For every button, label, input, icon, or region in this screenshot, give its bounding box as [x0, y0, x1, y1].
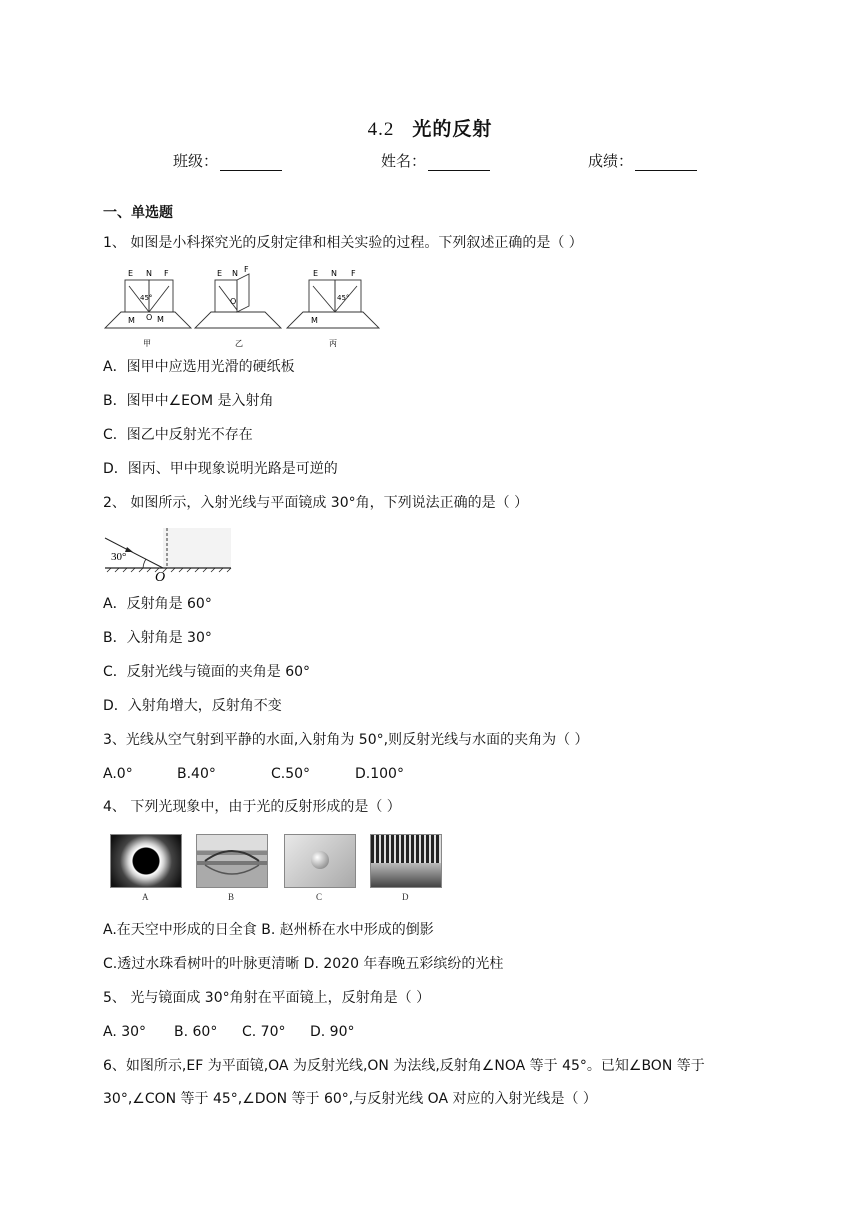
q1-option-a: A．图甲中应选用光滑的硬纸板	[103, 359, 295, 375]
class-blank[interactable]	[220, 154, 282, 171]
class-field	[173, 150, 282, 171]
q4-photo-bridge	[196, 834, 268, 888]
q1-label-M: M	[128, 316, 135, 325]
q1-label-angle: 45°	[140, 294, 153, 302]
q3-option-c: C.50°	[271, 766, 311, 782]
q2-option-a: A．反射角是 60°	[103, 596, 212, 612]
q4-caption-a: A	[142, 892, 149, 902]
q1-caption-yi: 乙	[235, 339, 243, 348]
q3-stem: 3、光线从空气射到平静的水面,入射角为 50°,则反射光线与水面的夹角为（ ）	[103, 732, 589, 748]
q1-label-F: F	[164, 269, 169, 278]
q2-stem: 2、 如图所示，入射光线与平面镜成 30°角，下列说法正确的是（ ）	[103, 495, 529, 511]
q5-option-b: B. 60°	[174, 1024, 218, 1040]
q4-options-row1: A.在天空中形成的日全食 B. 赵州桥在水中形成的倒影	[103, 922, 434, 938]
q1-yi-F: F	[244, 266, 249, 274]
q3-option-d: D.100°	[355, 766, 404, 782]
class-label: 班级：	[173, 152, 219, 170]
q2-option-c: C．反射光线与镜面的夹角是 60°	[103, 664, 311, 680]
q4-options-row2: C.透过水珠看树叶的叶脉更清晰 D. 2020 年春晚五彩缤纷的光柱	[103, 956, 504, 972]
q4-stem: 4、 下列光现象中，由于光的反射形成的是（ ）	[103, 799, 401, 815]
q1-option-c: C．图乙中反射光不存在	[103, 427, 253, 443]
q1-bing-N: N	[331, 269, 337, 278]
q1-label-O: O	[146, 313, 153, 322]
q3-option-b: B.40°	[177, 766, 216, 782]
q4-photo-droplet	[284, 834, 356, 888]
q2-figure	[103, 526, 233, 582]
q2-option-d: D．入射角增大，反射角不变	[103, 698, 282, 714]
q1-label-N: N	[146, 269, 152, 278]
q5-option-c: C. 70°	[242, 1024, 286, 1040]
q4-bridge-arch	[197, 835, 267, 887]
q1-caption-bing: 丙	[329, 339, 337, 348]
q6-stem-line1: 6、如图所示,EF 为平面镜,OA 为反射光线,ON 为法线,反射角∠NOA 等于 45°。已知∠BON 等于	[103, 1058, 705, 1074]
q4-photo-eclipse	[110, 834, 182, 888]
q1-caption-jia: 甲	[143, 339, 151, 348]
name-field	[381, 150, 490, 171]
q4-stage-glow	[371, 863, 441, 887]
q1-bing-angle: 45°	[337, 294, 350, 302]
q4-caption-b: B	[228, 892, 235, 902]
q1-fig-bing	[287, 280, 379, 328]
q2-point-label: O	[155, 570, 166, 582]
q3-option-a: A.0°	[103, 766, 133, 782]
q1-yi-E: E	[217, 269, 223, 278]
name-label: 姓名：	[381, 152, 427, 170]
q1-bing-E: E	[313, 269, 319, 278]
score-field	[588, 150, 697, 171]
q2-angle-label: 30°	[111, 551, 127, 563]
q1-bing-M: M	[311, 316, 318, 325]
name-blank[interactable]	[428, 154, 490, 171]
q1-yi-N: N	[232, 269, 238, 278]
q1-fig-yi	[195, 274, 281, 328]
page-title	[0, 114, 860, 141]
lesson-number: 4.2	[367, 119, 395, 140]
q1-stem: 1、 如图是小科探究光的反射定律和相关实验的过程。下列叙述正确的是（ ）	[103, 235, 583, 251]
q4-caption-c: C	[316, 892, 323, 902]
score-label: 成绩：	[588, 152, 634, 170]
q5-option-a: A. 30°	[103, 1024, 147, 1040]
q4-photo-lightbeams	[370, 834, 442, 888]
q1-label-E: E	[128, 269, 134, 278]
q1-bing-F: F	[351, 269, 356, 278]
q5-stem: 5、 光与镜面成 30°角射在平面镜上，反射角是（ ）	[103, 990, 431, 1006]
q2-option-b: B．入射角是 30°	[103, 630, 212, 646]
q1-option-b: B．图甲中∠EOM 是入射角	[103, 393, 274, 409]
q6-stem-line2: 30°,∠CON 等于 45°,∠DON 等于 60°,与反射光线 OA 对应的入射光线是（ ）	[103, 1091, 597, 1107]
score-blank[interactable]	[635, 154, 697, 171]
lesson-title: 光的反射	[412, 118, 493, 140]
section-heading: 一、单选题	[103, 205, 173, 221]
q1-figure	[103, 266, 385, 348]
q4-droplet-shape	[311, 851, 329, 869]
q1-option-d: D．图丙、甲中现象说明光路是可逆的	[103, 461, 338, 477]
q4-caption-d: D	[402, 892, 409, 902]
q1-label-M2: M	[157, 315, 164, 324]
q1-yi-O: O	[230, 297, 237, 306]
q5-option-d: D. 90°	[310, 1024, 355, 1040]
